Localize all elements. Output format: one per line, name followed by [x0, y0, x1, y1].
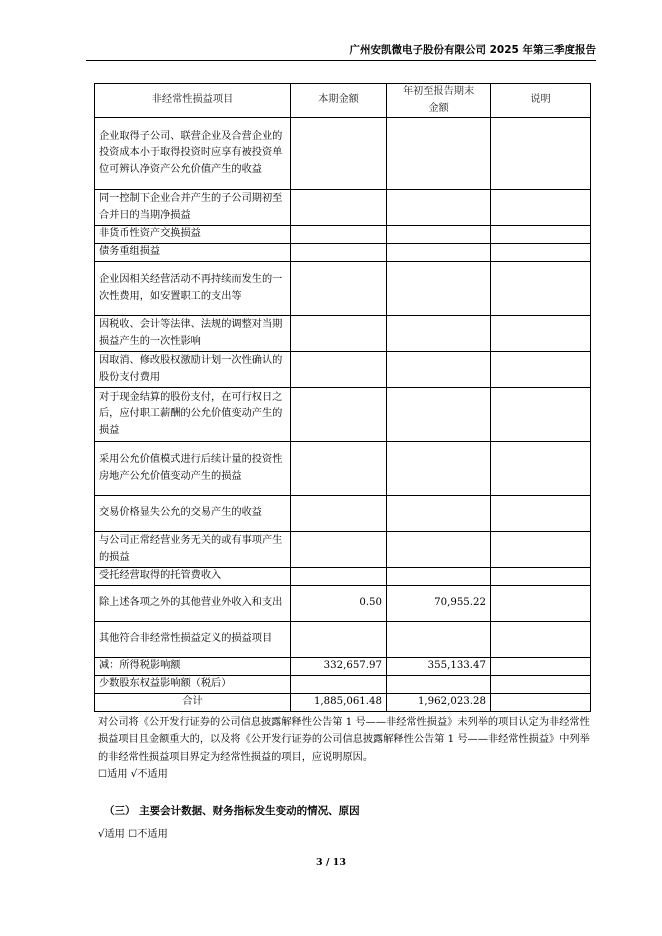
row-current-amount: [291, 118, 387, 190]
column-header-note: 说明: [491, 84, 591, 118]
row-current-amount: [291, 226, 387, 244]
table-row: [95, 118, 591, 190]
row-item: 对于现金结算的股份支付，在可行权日之后，应付职工薪酬的公允价值变动产生的损益: [95, 388, 291, 442]
row-current-amount: [291, 622, 387, 658]
row-ytd-amount: [387, 352, 491, 388]
row-note: [491, 676, 591, 694]
table-row: [95, 442, 591, 496]
table-row: [95, 586, 591, 622]
row-current-amount: [291, 496, 387, 532]
row-item: 企业取得子公司、联营企业及合营企业的投资成本小于取得投资时应享有被投资单位可辨认净资产公允价值产生的收益: [95, 118, 291, 190]
row-item: 企业因相关经营活动不再持续而发生的一次性费用，如安置职工的支出等: [95, 262, 291, 316]
row-note: [491, 226, 591, 244]
row-note: [491, 262, 591, 316]
row-note: [491, 586, 591, 622]
row-note: [491, 388, 591, 442]
row-item: 采用公允价值模式进行后续计量的投资性房地产公允价值变动产生的损益: [95, 442, 291, 496]
table-row: [95, 676, 591, 694]
table-row: [95, 316, 591, 352]
row-note: [491, 244, 591, 262]
row-current-amount: [291, 532, 387, 568]
section-heading: （三） 主要会计数据、财务指标发生变动的情况、原因: [104, 805, 360, 817]
row-current-amount: [291, 442, 387, 496]
row-ytd-amount: [387, 496, 491, 532]
header-divider: [86, 60, 596, 61]
row-note: [491, 496, 591, 532]
row-item: 交易价格显失公允的交易产生的收益: [95, 496, 291, 532]
table-row: [95, 262, 591, 316]
table-row: [95, 226, 591, 244]
row-current-amount: [291, 568, 387, 586]
row-current-amount: [291, 262, 387, 316]
row-ytd-amount: 1,962,023.28: [387, 694, 491, 712]
row-ytd-amount: 70,955.22: [387, 586, 491, 622]
table-row: [95, 496, 591, 532]
row-current-amount: 1,885,061.48: [291, 694, 387, 712]
row-ytd-amount: [387, 676, 491, 694]
table-row: [95, 622, 591, 658]
row-item: 减：所得税影响额: [95, 658, 291, 676]
table-row-total: [95, 694, 591, 712]
non-recurring-gains-losses-table: [94, 83, 591, 712]
row-ytd-amount: [387, 262, 491, 316]
row-item: 非货币性资产交换损益: [95, 226, 291, 244]
row-item: 受托经营取得的托管费收入: [95, 568, 291, 586]
row-item: 同一控制下企业合并产生的子公司期初至合并日的当期净损益: [95, 190, 291, 226]
row-item: 因税收、会计等法律、法规的调整对当期损益产生的一次性影响: [95, 316, 291, 352]
column-header-current-period: 本期金额: [291, 84, 387, 118]
row-current-amount: [291, 388, 387, 442]
row-note: [491, 316, 591, 352]
row-note: [491, 622, 591, 658]
row-item: 少数股东权益影响额（税后）: [95, 676, 291, 694]
section-applicability-options: √适用 ☐不适用: [98, 829, 168, 840]
table-row: [95, 352, 591, 388]
explanation-text: 对公司将《公开发行证券的公司信息披露解释性公告第 1 号——非经常性损益》未列举的项目认定为非经常性损益项目且金额重大的，以及将《公开发行证券的公司信息披露解释性公告第 1 号——非经常性损益》中列举的非经常性损益项目界定为经常性损益的项目，应说明原因。: [98, 717, 590, 763]
row-item: 合计: [95, 694, 291, 712]
table-row: [95, 568, 591, 586]
page-number: 3 / 13: [316, 857, 346, 868]
row-current-amount: [291, 352, 387, 388]
row-current-amount: [291, 244, 387, 262]
table-row: [95, 244, 591, 262]
row-note: [491, 442, 591, 496]
row-note: [491, 694, 591, 712]
row-ytd-amount: [387, 442, 491, 496]
row-ytd-amount: [387, 532, 491, 568]
report-header-title: 广州安凯微电子股份有限公司 2025 年第三季度报告: [349, 44, 596, 56]
applicability-options: ☐适用 √不适用: [98, 769, 168, 781]
row-item: 除上述各项之外的其他营业外收入和支出: [95, 586, 291, 622]
table-row: [95, 658, 591, 676]
row-ytd-amount: [387, 118, 491, 190]
row-current-amount: 332,657.97: [291, 658, 387, 676]
row-current-amount: [291, 316, 387, 352]
row-note: [491, 118, 591, 190]
row-item: 债务重组损益: [95, 244, 291, 262]
row-ytd-amount: [387, 568, 491, 586]
row-note: [491, 532, 591, 568]
table-row: [95, 388, 591, 442]
row-note: [491, 658, 591, 676]
row-item: 因取消、修改股权激励计划一次性确认的股份支付费用: [95, 352, 291, 388]
row-item: 其他符合非经常性损益定义的损益项目: [95, 622, 291, 658]
column-header-item: 非经常性损益项目: [95, 84, 291, 118]
row-current-amount: [291, 190, 387, 226]
row-note: [491, 568, 591, 586]
row-note: [491, 190, 591, 226]
row-item: 与公司正常经营业务无关的或有事项产生的损益: [95, 532, 291, 568]
explanation-note: [98, 714, 592, 784]
row-current-amount: 0.50: [291, 586, 387, 622]
row-note: [491, 352, 591, 388]
row-ytd-amount: [387, 388, 491, 442]
row-ytd-amount: [387, 622, 491, 658]
row-current-amount: [291, 676, 387, 694]
row-ytd-amount: [387, 244, 491, 262]
row-ytd-amount: 355,133.47: [387, 658, 491, 676]
row-ytd-amount: [387, 316, 491, 352]
row-ytd-amount: [387, 226, 491, 244]
row-ytd-amount: [387, 190, 491, 226]
table-row: [95, 532, 591, 568]
column-header-year-to-date: 年初至报告期末金额: [387, 84, 491, 118]
table-row: [95, 190, 591, 226]
